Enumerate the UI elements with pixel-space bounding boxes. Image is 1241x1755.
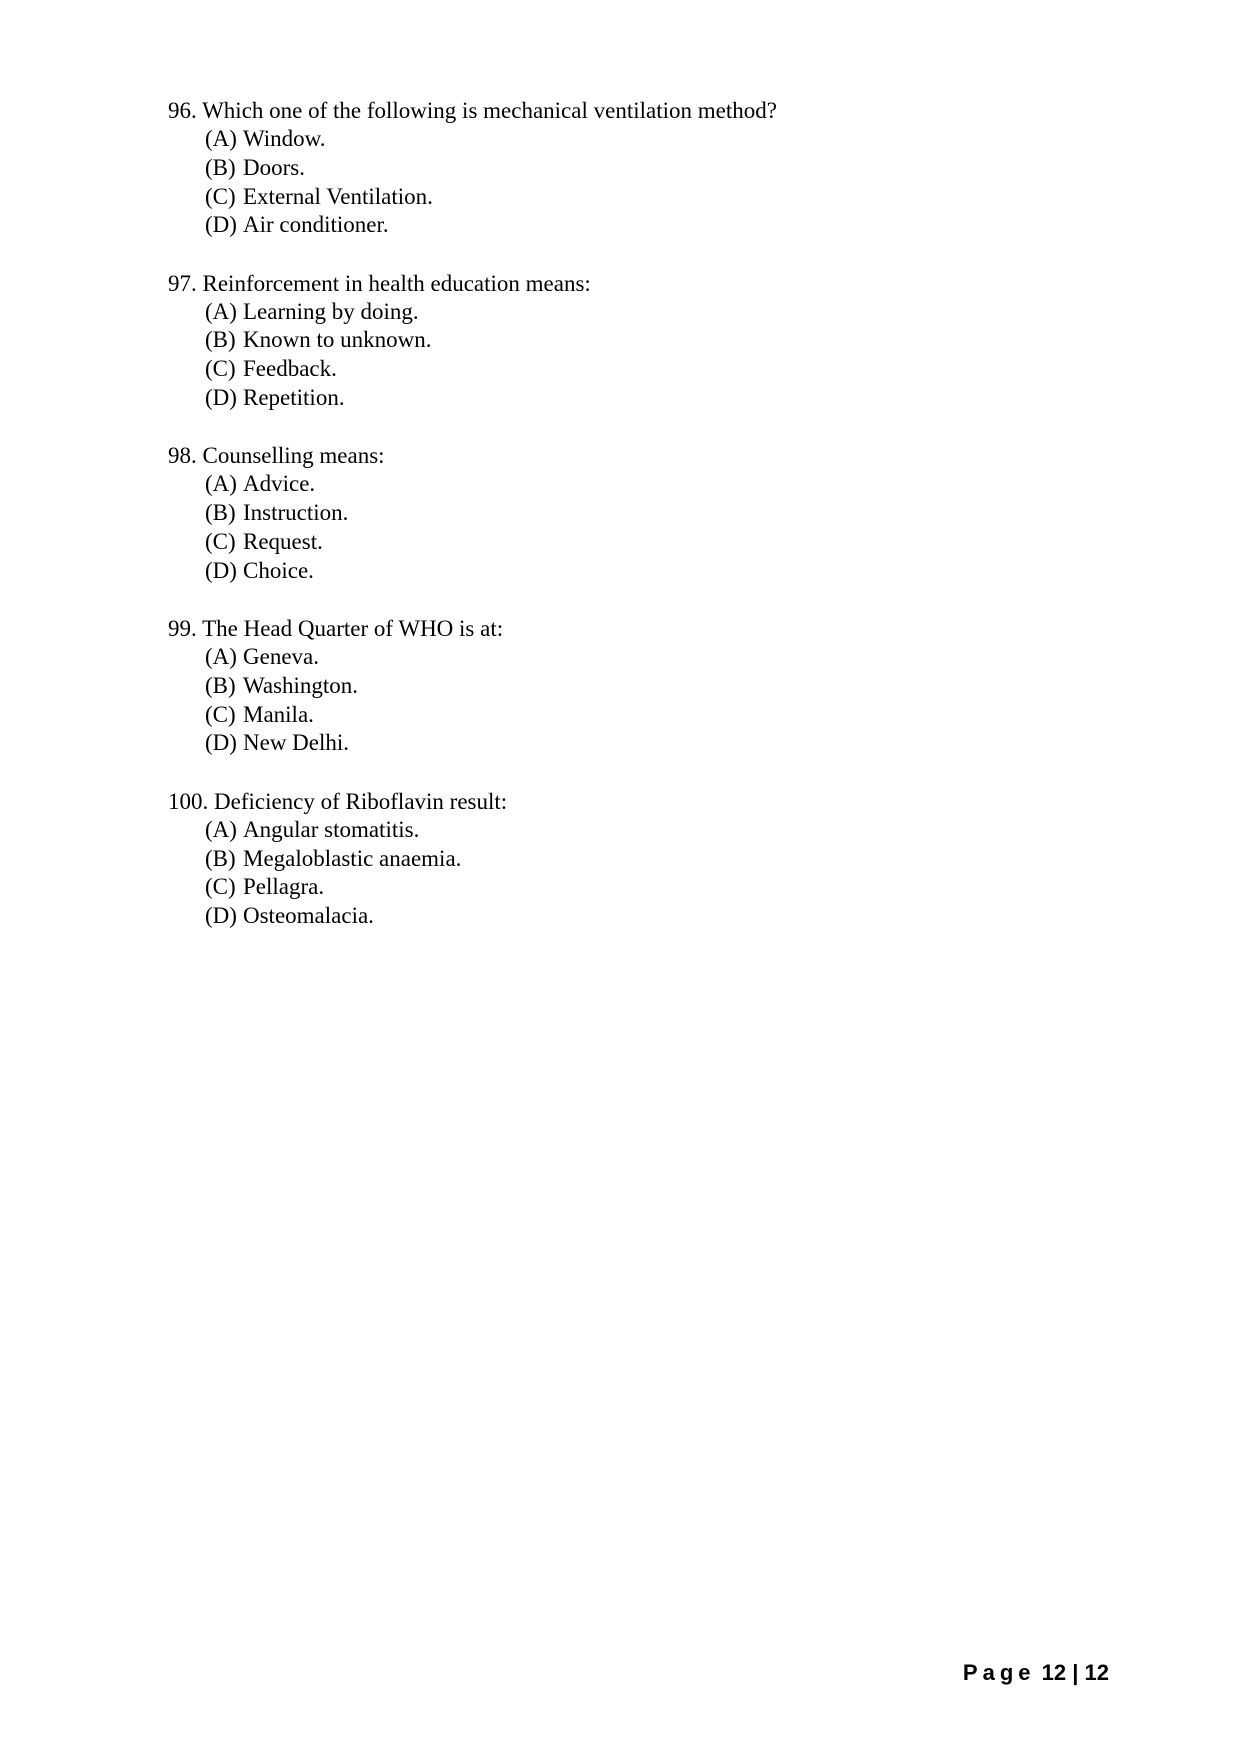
option-d [205,384,1128,413]
question-text: Counselling means: [202,443,385,469]
option-letter: (A) [205,298,237,324]
option-letter: (B) [205,327,236,353]
option-letter: (C) [205,701,236,727]
option-list [168,298,1128,413]
question-text: Which one of the following is mechanical ventilation method? [202,98,777,123]
question-stem [168,96,1128,125]
option-c [205,873,1128,902]
option-list [168,125,1128,240]
option-d [205,211,1128,240]
option-letter: (B) [205,845,236,871]
option-d [205,729,1128,758]
page-label: Page [962,1660,1036,1685]
option-b [205,326,1128,355]
question-number: 100. [168,788,209,814]
question-number: 98. [168,443,197,469]
option-text: Megaloblastic anaemia. [243,845,462,871]
option-letter: (B) [205,500,236,526]
option-text: Angular stomatitis. [243,816,420,842]
option-a [205,125,1128,154]
question-text: The Head Quarter of WHO is at: [202,616,504,642]
option-c [205,355,1128,384]
option-text: Washington. [243,672,359,698]
option-text: New Delhi. [243,730,350,756]
option-text: Manila. [243,701,314,727]
option-letter: (B) [205,154,236,180]
option-a [205,643,1128,672]
question-100 [168,787,1128,931]
option-letter: (D) [205,557,237,583]
question-text: Deficiency of Riboflavin result: [214,788,508,814]
option-text: Geneva. [243,644,319,670]
option-letter: (A) [205,816,237,842]
option-text: Air conditioner. [243,212,389,238]
option-text: Doors. [243,154,305,180]
option-text: Choice. [243,557,314,583]
option-a [205,298,1128,327]
option-b [205,845,1128,874]
option-text: Osteomalacia. [243,903,374,929]
option-a [205,470,1128,499]
option-text: Known to unknown. [243,327,432,353]
page-number-footer [963,1660,1109,1686]
option-letter: (C) [205,356,236,382]
option-letter: (A) [205,126,237,151]
option-letter: (C) [205,183,236,209]
question-98 [168,441,1128,585]
option-letter: (D) [205,730,237,756]
option-text: Advice. [243,471,316,497]
option-list [168,643,1128,758]
option-b [205,499,1128,528]
option-d [205,557,1128,586]
question-97 [168,269,1128,413]
option-letter: (C) [205,874,236,900]
question-number: 97. [168,270,197,296]
option-text: Feedback. [243,356,337,382]
option-d [205,902,1128,931]
option-text: Repetition. [243,385,345,411]
option-c [205,183,1128,212]
option-letter: (D) [205,212,237,238]
question-stem [168,614,1128,643]
option-letter: (A) [205,644,237,670]
option-letter: (D) [205,903,237,929]
current-page-number: 12 [1041,1660,1067,1685]
option-text: Pellagra. [243,874,325,900]
option-text: Instruction. [243,500,349,526]
option-a [205,816,1128,845]
option-text: Learning by doing. [243,298,419,324]
question-99 [168,614,1128,758]
question-number: 96. [168,98,197,123]
option-text: Window. [243,126,326,151]
question-list [168,96,1128,959]
option-text: External Ventilation. [243,183,433,209]
question-number: 99. [168,616,197,642]
total-page-number: 12 [1084,1660,1109,1685]
question-96 [168,96,1128,240]
option-b [205,154,1128,183]
option-list [168,470,1128,585]
page-separator: | [1072,1660,1079,1685]
question-stem [168,269,1128,298]
option-c [205,701,1128,730]
question-stem [168,441,1128,470]
option-list [168,816,1128,931]
option-letter: (D) [205,385,237,411]
option-text: Request. [243,528,323,554]
question-stem [168,787,1128,816]
option-letter: (A) [205,471,237,497]
option-b [205,672,1128,701]
question-text: Reinforcement in health education means: [202,270,591,296]
option-letter: (B) [205,672,236,698]
option-letter: (C) [205,528,236,554]
option-c [205,528,1128,557]
